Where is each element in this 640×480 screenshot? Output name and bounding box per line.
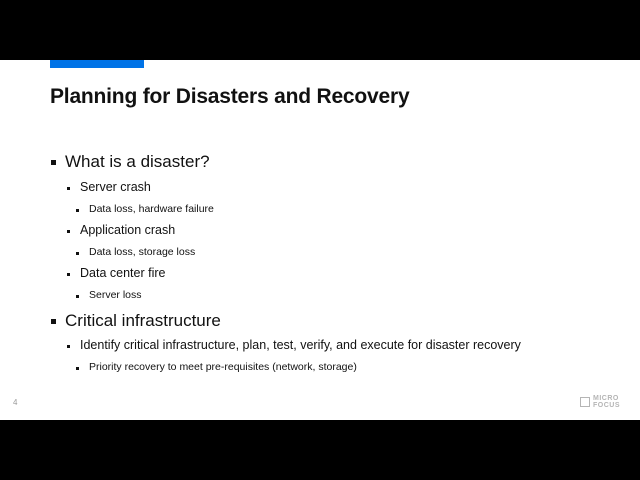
bullet-marker bbox=[67, 230, 70, 233]
bullet-text: Server crash bbox=[80, 180, 151, 194]
bullet-application-crash bbox=[80, 223, 175, 237]
page-number: 4 bbox=[13, 398, 18, 407]
bullet-text: Data center fire bbox=[80, 266, 166, 280]
logo-line-1: MICRO bbox=[593, 395, 619, 402]
logo-line-2: FOCUS bbox=[593, 402, 620, 409]
bullet-marker bbox=[51, 319, 56, 324]
bullet-text: What is a disaster? bbox=[65, 152, 210, 171]
bullet-what-is-a-disaster bbox=[65, 152, 210, 172]
bullet-marker bbox=[76, 209, 79, 212]
bullet-data-center-fire bbox=[80, 266, 165, 280]
bullet-text: Application crash bbox=[80, 223, 176, 237]
presentation-slide bbox=[0, 60, 640, 420]
title-accent-bar bbox=[50, 60, 144, 68]
logo-mark-icon bbox=[580, 397, 590, 407]
bullet-marker bbox=[76, 295, 79, 298]
bullet-marker bbox=[67, 273, 70, 276]
bullet-identify-critical-infrastructure bbox=[80, 338, 521, 352]
bullet-marker bbox=[76, 252, 79, 255]
bullet-text: Server loss bbox=[89, 289, 142, 301]
bullet-critical-infrastructure bbox=[65, 311, 221, 331]
bullet-marker bbox=[67, 187, 70, 190]
bullet-marker bbox=[67, 345, 70, 348]
bullet-marker bbox=[51, 160, 56, 165]
micro-focus-logo bbox=[580, 395, 630, 411]
bullet-priority-recovery bbox=[89, 361, 357, 373]
bullet-text: Identify critical infrastructure, plan, test, verify, and execute for disaster recovery bbox=[80, 338, 521, 352]
slide-title: Planning for Disasters and Recovery bbox=[50, 85, 410, 108]
bullet-data-loss-storage-loss bbox=[89, 246, 195, 258]
bullet-server-loss bbox=[89, 289, 142, 301]
bullet-text: Priority recovery to meet pre-requisites (network, storage) bbox=[89, 361, 357, 373]
video-letterbox-bottom bbox=[0, 420, 640, 480]
bullet-text: Data loss, hardware failure bbox=[89, 203, 214, 215]
bullet-marker bbox=[76, 367, 79, 370]
logo-text bbox=[593, 395, 620, 409]
bullet-text: Critical infrastructure bbox=[65, 311, 221, 330]
video-letterbox-top bbox=[0, 0, 640, 60]
bullet-server-crash bbox=[80, 180, 151, 194]
bullet-text: Data loss, storage loss bbox=[89, 246, 196, 258]
bullet-data-loss-hardware-failure bbox=[89, 203, 214, 215]
